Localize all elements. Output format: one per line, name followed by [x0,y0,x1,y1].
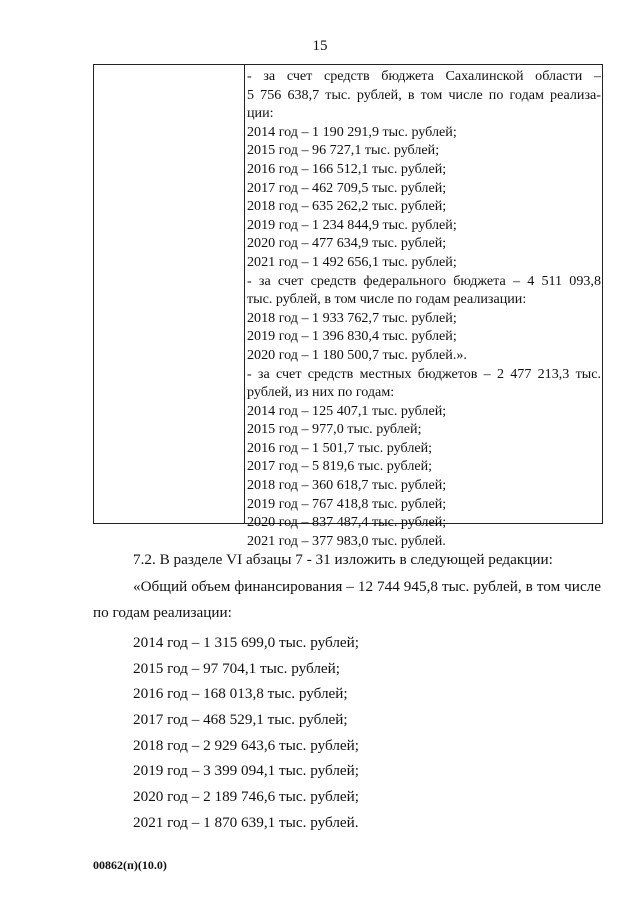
table-line: ции: [247,105,274,122]
year-funding-item: 2018 год – 2 929 643,6 тыс. рублей; [133,736,360,754]
table-line: 2019 год – 1 234 844,9 тыс. рублей; [247,216,457,233]
year-funding-item: 2020 год – 2 189 746,6 тыс. рублей; [133,788,360,806]
table-line: 5 756 638,7 тыс. рублей, в том числе по годам реализа- [247,86,601,103]
table-line: 2016 год – 1 501,7 тыс. рублей; [247,439,433,456]
table-line: 2015 год – 96 727,1 тыс. рублей; [247,142,440,159]
table-line: - за счет средств местных бюджетов – 2 477 213,3 тыс. [247,365,601,382]
table-line: 2016 год – 166 512,1 тыс. рублей; [247,160,447,177]
page-number: 15 [312,38,328,54]
table-line: 2014 год – 1 190 291,9 тыс. рублей; [247,123,457,140]
table-line: - за счет средств федерального бюджета – 4 511 093,8 [247,272,601,289]
table-line: 2019 год – 767 418,8 тыс. рублей; [247,495,447,512]
table-line: 2018 год – 360 618,7 тыс. рублей; [247,477,447,494]
table-column-divider [244,65,245,523]
table-line: 2018 год – 1 933 762,7 тыс. рублей; [247,309,457,326]
year-funding-item: 2019 год – 3 399 094,1 тыс. рублей; [133,762,360,780]
intro-paragraph-line: «Общий объем финансирования – 12 744 945,8 тыс. рублей, в том числе [133,578,601,595]
document-code: 00862(п)(10.0) [93,858,167,872]
table-line: 2018 год – 635 262,2 тыс. рублей; [247,198,447,215]
funding-year-list [133,630,359,836]
table-line: 2017 год – 5 819,6 тыс. рублей; [247,458,433,475]
table-right-cell [247,67,601,550]
funding-table [93,64,603,549]
table-line: 2019 год – 1 396 830,4 тыс. рублей; [247,328,457,345]
table-line: 2021 год – 377 983,0 тыс. рублей. [247,532,446,549]
table-line: 2014 год – 125 407,1 тыс. рублей; [247,402,447,419]
table-line: 2017 год – 462 709,5 тыс. рублей; [247,179,447,196]
year-funding-item: 2021 год – 1 870 639,1 тыс. рублей. [133,813,359,831]
table-line: 2020 год – 477 634,9 тыс. рублей; [247,235,447,252]
table-line: 2021 год – 1 492 656,1 тыс. рублей; [247,253,457,270]
year-funding-item: 2017 год – 468 529,1 тыс. рублей; [133,711,348,729]
table-line: тыс. рублей, в том числе по годам реализации: [247,291,527,308]
intro-paragraph-line: по годам реализации: [93,604,232,621]
year-funding-item: 2014 год – 1 315 699,0 тыс. рублей; [133,634,360,651]
section-heading: 7.2. В разделе VI абзацы 7 - 31 изложить в следующей редакции: [133,551,553,568]
table-line: 2020 год – 1 180 500,7 тыс. рублей.». [247,346,467,363]
table-line: 2015 год – 977,0 тыс. рублей; [247,421,422,438]
table-line: 2020 год – 837 487,4 тыс. рублей; [247,514,447,531]
table-line: - за счет средств бюджета Сахалинской области – [247,68,601,84]
year-funding-item: 2015 год – 97 704,1 тыс. рублей; [133,659,341,677]
table-line: рублей, из них по годам: [247,384,395,401]
year-funding-item: 2016 год – 168 013,8 тыс. рублей; [133,685,348,703]
